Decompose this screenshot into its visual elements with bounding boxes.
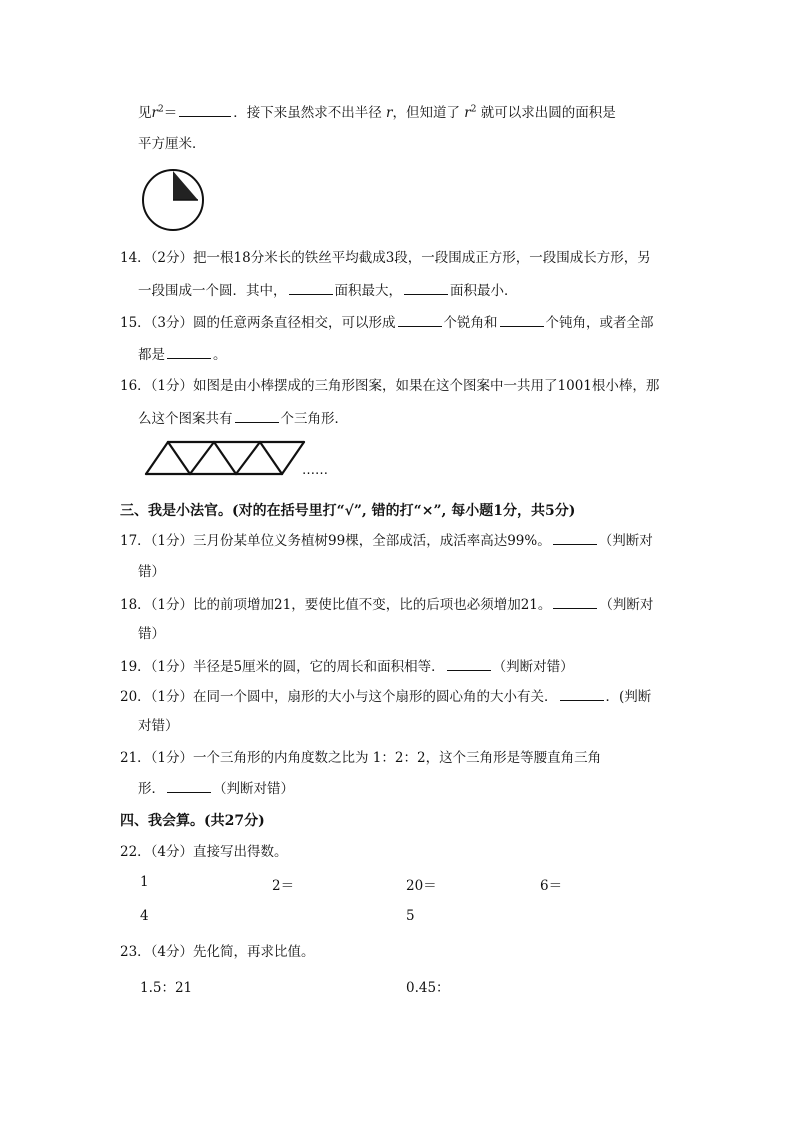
ratio-item: 1.5：21	[140, 980, 193, 996]
q21-line2: 形． （判断对错）	[138, 778, 294, 799]
q22-title: 22．（4分）直接写出得数。	[120, 844, 288, 860]
q17-line1: 17．（1分）三月份某单位义务植树99棵，全部成活，成活率高达99%。 （判断对	[120, 530, 653, 551]
q13-line2: 平方厘米．	[138, 136, 206, 152]
answer-blank[interactable]	[167, 344, 211, 359]
q18-line1: 18．（1分）比的前项增加21，要使比值不变，比的后项也必须增加21。 （判断对	[120, 594, 653, 615]
calc-item: 2＝	[272, 878, 295, 894]
answer-blank[interactable]	[179, 102, 231, 117]
q15-line1: 15．（3分）圆的任意两条直径相交，可以形成 个锐角和 个钝角，或者全部	[120, 312, 654, 333]
answer-blank[interactable]	[167, 778, 211, 793]
calc-item: 20＝	[406, 878, 437, 894]
q18-line2: 错）	[138, 626, 165, 642]
calc-item: 6＝	[540, 878, 563, 894]
q20-line2: 对错）	[138, 718, 179, 734]
calc-item: 5	[406, 908, 415, 924]
q23-title: 23．（4分）先化简，再求比值。	[120, 944, 315, 960]
answer-blank[interactable]	[553, 530, 597, 545]
circle-figure	[140, 168, 210, 234]
section-4-title: 四、我会算。(共27分)	[120, 813, 265, 829]
answer-blank[interactable]	[560, 686, 604, 701]
section-3-title: 三、我是小法官。(对的在括号里打“√”, 错的打“×”, 每小题1分，共5分)	[120, 503, 576, 519]
calc-item: 4	[140, 908, 149, 924]
q19-line1: 19．（1分）半径是5厘米的圆，它的周长和面积相等． （判断对错）	[120, 656, 574, 677]
q20-line1: 20．（1分）在同一个圆中，扇形的大小与这个扇形的圆心角的大小有关． ．(判断	[120, 686, 651, 707]
answer-blank[interactable]	[500, 312, 544, 327]
answer-blank[interactable]	[398, 312, 442, 327]
q13-line1: 见$r^2=$ ．接下来虽然求不出半径 r，但知道了 $r^2$ 就可以求出圆的面积是	[138, 102, 616, 123]
answer-blank[interactable]	[447, 656, 491, 671]
q14-line1: 14．（2分）把一根18分米长的铁丝平均截成3段，一段围成正方形，一段围成长方形，另	[120, 250, 651, 266]
q16-line2: 么这个图案共有 个三角形．	[138, 408, 348, 429]
q16-line1: 16．（1分）如图是由小棒摆成的三角形图案，如果在这个图案中一共用了1001根小棒，那	[120, 378, 660, 394]
ratio-item: 0.45：	[406, 980, 450, 996]
q14-line2: 一段围成一个圆．其中， 面积最大， 面积最小．	[138, 280, 518, 301]
answer-blank[interactable]	[235, 408, 279, 423]
answer-blank[interactable]	[553, 594, 597, 609]
q21-line1: 21．（1分）一个三角形的内角度数之比为 1：2：2，这个三角形是等腰直角三角	[120, 750, 602, 766]
stick-triangles-figure	[142, 436, 332, 480]
calc-item: 1	[140, 874, 149, 890]
ellipsis-dots: ……	[302, 463, 328, 478]
answer-blank[interactable]	[404, 280, 448, 295]
answer-blank[interactable]	[289, 280, 333, 295]
q15-line2: 都是 。	[138, 344, 227, 365]
q17-line2: 错）	[138, 564, 165, 580]
